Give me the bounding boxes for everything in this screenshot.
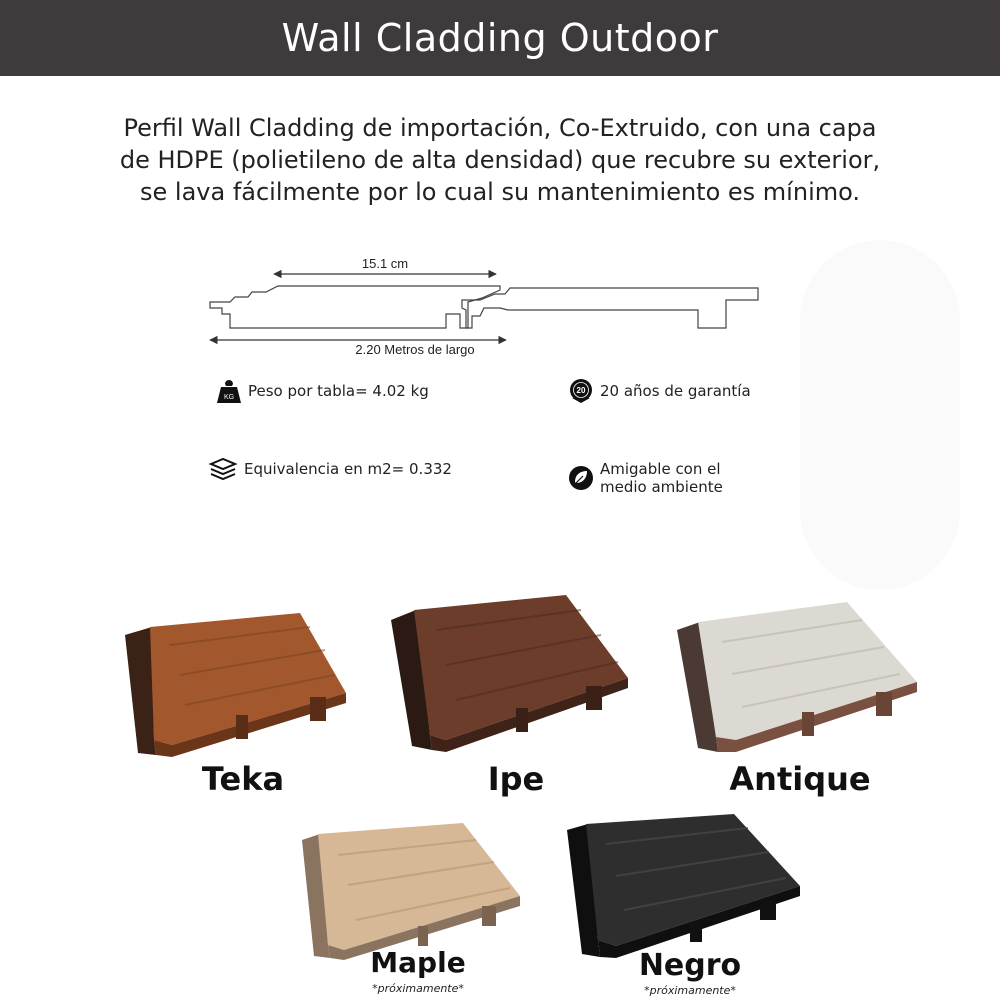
description-line-1: Perfil Wall Cladding de importación, Co-Extruido, con una capa (123, 114, 877, 142)
maple-coming-soon: *próximamente* (372, 982, 464, 995)
profile-outline-left (210, 286, 500, 328)
spec-eco (568, 460, 723, 496)
product-description (60, 112, 940, 208)
spec-equivalence-text: Equivalencia en m2= 0.332 (244, 460, 452, 478)
profile-diagram (200, 250, 770, 370)
board-ipe (386, 590, 636, 755)
spec-eco-line-1: Amigable con el (600, 460, 721, 478)
board-negro (564, 812, 804, 960)
page-title: Wall Cladding Outdoor (281, 16, 719, 60)
page-header (0, 0, 1000, 76)
svg-text:20: 20 (576, 386, 586, 395)
svg-text:KG: KG (223, 394, 235, 401)
color-label-ipe: Ipe (487, 760, 545, 798)
board-maple (298, 820, 528, 960)
color-label-teka: Teka (201, 760, 285, 798)
spec-warranty-text: 20 años de garantía (600, 382, 751, 400)
weight-kg-icon (216, 378, 242, 404)
color-label-negro: Negro (638, 948, 742, 983)
spec-eco-text (600, 460, 723, 496)
description-line-3: se lava fácilmente por lo cual su mantenimiento es mínimo. (140, 178, 860, 206)
warranty-20-badge-icon (568, 378, 594, 404)
spec-weight-text: Peso por tabla= 4.02 kg (248, 382, 429, 400)
width-label: 15.1 cm (361, 256, 409, 271)
board-antique (672, 592, 922, 757)
length-label: 2.20 Metros de largo (355, 342, 475, 357)
profile-outline-right (462, 288, 758, 328)
color-label-maple: Maple (370, 946, 466, 979)
background-shape (800, 240, 960, 590)
spec-eco-line-2: medio ambiente (600, 478, 723, 496)
spec-equivalence (208, 456, 452, 482)
color-label-antique: Antique (729, 760, 871, 798)
board-teka (110, 605, 360, 765)
leaf-eco-icon (568, 465, 594, 491)
stacked-boards-icon (208, 456, 238, 482)
description-line-2: de HDPE (polietileno de alta densidad) que recubre su exterior, (119, 146, 881, 174)
negro-coming-soon: *próximamente* (644, 984, 736, 997)
spec-warranty (568, 378, 751, 404)
spec-weight (216, 378, 429, 404)
